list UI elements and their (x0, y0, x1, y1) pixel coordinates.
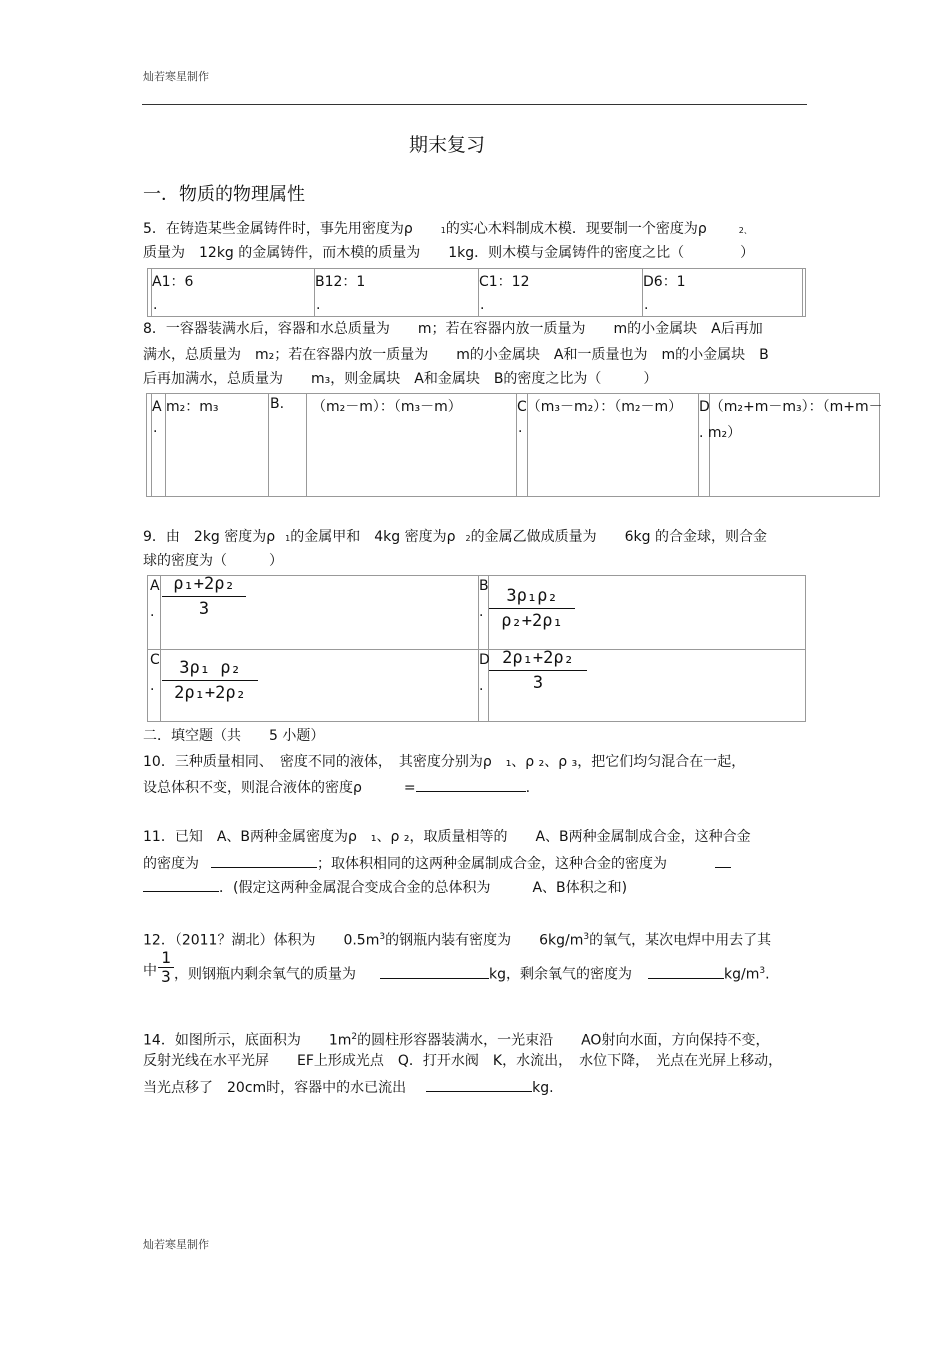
q5-line1: 5．在铸造某些金属铸件时，事先用密度为ρ 1的实心木料制成木模．现要制一个密度为ρ 2、 (143, 221, 752, 237)
q8-dot: . (153, 420, 158, 436)
q12-answer-blank-2[interactable] (648, 964, 724, 979)
q9-option-b-label[interactable]: B (479, 578, 489, 594)
q8-option-d-cont: . m₂） (699, 425, 742, 441)
q11-line2: 的密度为 ；取体积相同的这两种金属制成合金，这种合金的密度为 (143, 853, 731, 873)
section-heading-1: 一．物质的物理属性 (143, 184, 305, 205)
q14-line2: 反射光线在水平光屏 EF上形成光点 Q．打开水阀 K，水流出， 水位下降， 光点在光屏上移动， (143, 1053, 783, 1069)
q11-answer-blank-1[interactable] (211, 853, 317, 868)
q5-option-c[interactable]: C1：12 (479, 274, 530, 290)
page-header: 灿若寒星制作 (143, 70, 209, 83)
q10-line2: 设总体积不变，则混合液体的密度ρ = . (143, 777, 530, 797)
q14-line3: 当光点移了 20cm时，容器中的水已流出 kg. (143, 1077, 554, 1097)
q8-line1: 8．一容器装满水后，容器和水总质量为 m；若在容器内放一质量为 m的小金属块 A后再加 (143, 321, 763, 337)
q12-fraction: 1 3 (158, 950, 174, 985)
q5-dot: . (480, 297, 485, 313)
q5-option-b[interactable]: B12：1 (315, 274, 366, 290)
q10-answer-blank[interactable] (416, 777, 526, 792)
q8-divider (268, 393, 269, 497)
q9-dot: . (479, 604, 484, 620)
q8-option-d[interactable]: D（m₂+m－m₃）：（m+m－ (699, 399, 883, 415)
fraction-bar (162, 596, 246, 597)
q9-option-c-fraction[interactable]: 3ρ₁ ρ₂ 2ρ₁+2ρ₂ (162, 658, 258, 703)
q9-option-d-label[interactable]: D (479, 652, 490, 668)
q8-option-c[interactable]: C（m₃－m₂）：（m₂－m） (517, 399, 683, 415)
q12-answer-blank-1[interactable] (380, 964, 489, 979)
page-footer: 灿若寒星制作 (143, 1238, 209, 1251)
q9-row-divider (147, 649, 806, 650)
fraction-bar (489, 670, 587, 671)
q9-option-d-fraction[interactable]: 2ρ₁+2ρ₂ 3 (489, 648, 587, 693)
q8-dot: . (518, 420, 523, 436)
q8-line3: 后再加满水，总质量为 m₃，则金属块 A和金属块 B的密度之比为（ ） (143, 371, 658, 387)
q11-answer-blank-2b[interactable] (143, 877, 219, 892)
q10-line1: 10．三种质量相同、 密度不同的液体， 其密度分别为ρ ₁、ρ ₂、ρ ₃，把它们均匀混合在一起， (143, 754, 746, 770)
fraction-bar (489, 608, 575, 609)
q5-line2: 质量为 12kg 的金属铸件，而木模的质量为 1kg．则木模与金属铸件的密度之比（ ） (143, 245, 755, 261)
q9-line1: 9．由 2kg 密度为ρ 1的金属甲和 4kg 密度为ρ 2的金属乙做成质量为 6kg 的合金球，则合金 (143, 529, 767, 545)
q12-line2: ，则钢瓶内剩余氧气的质量为 kg，剩余氧气的密度为 $kg/m^3$. (174, 962, 770, 984)
q9-line2: 球的密度为（ ） (143, 553, 283, 569)
q5-options-table (147, 268, 806, 317)
q9-divider (160, 575, 161, 722)
q9-option-c-label[interactable]: C (150, 652, 160, 668)
q11-answer-blank-2a[interactable] (715, 853, 731, 868)
q9-dot: . (150, 678, 155, 694)
q5-dot: . (644, 297, 649, 313)
q8-line2: 满水，总质量为 m₂；若在容器内放一质量为 m的小金属块 A和一质量也为 m的小金属块 B (143, 347, 769, 363)
q5-dot: . (316, 297, 321, 313)
q14-answer-blank[interactable] (426, 1077, 532, 1092)
q9-dot: . (150, 604, 155, 620)
q8-option-b[interactable]: （m₂－m）：（m₃－m） (312, 399, 462, 415)
fraction-bar (162, 680, 258, 681)
q9-option-a-fraction[interactable]: ρ₁+2ρ₂ 3 (162, 574, 246, 619)
q5-dot: . (153, 297, 158, 313)
q5-option-d[interactable]: D6：1 (643, 274, 686, 290)
q9-divider (478, 575, 479, 722)
q9-option-a-label[interactable]: A (150, 578, 160, 594)
q11-line3: ．(假定这两种金属混合变成合金的总体积为 A、B体积之和) (143, 877, 627, 897)
q12-line1: 12．（2011？湖北）体积为 $0.5m^3$的钢瓶内装有密度为 $6kg/m^3$的氧气，某次电焊中用去了其 (143, 932, 772, 949)
page-title: 期末复习 (409, 134, 486, 156)
q5-divider (802, 268, 803, 317)
header-rule (142, 104, 807, 105)
q9-dot: . (479, 678, 484, 694)
section-heading-2: 二．填空题（共 5 小题） (143, 728, 325, 744)
q9-option-b-fraction[interactable]: 3ρ₁ρ₂ ρ₂+2ρ₁ (489, 586, 575, 631)
q8-option-a[interactable]: A m₂：m₃ (152, 399, 219, 415)
q11-line1: 11．已知 A、B两种金属密度为ρ ₁、ρ ₂，取质量相等的 A、B两种金属制成合金，这种合金 (143, 829, 751, 845)
q14-line1: 14．如图所示，底面积为 $1m^2$的圆柱形容器装满水，一光束沿 AO射向水面，方向保持不变， (143, 1032, 770, 1049)
q8-divider (306, 393, 307, 497)
q8-option-b-label[interactable]: B. (270, 396, 285, 412)
q12-line2-prefix: 中 (143, 963, 157, 979)
q5-option-a[interactable]: A1：6 (152, 274, 194, 290)
